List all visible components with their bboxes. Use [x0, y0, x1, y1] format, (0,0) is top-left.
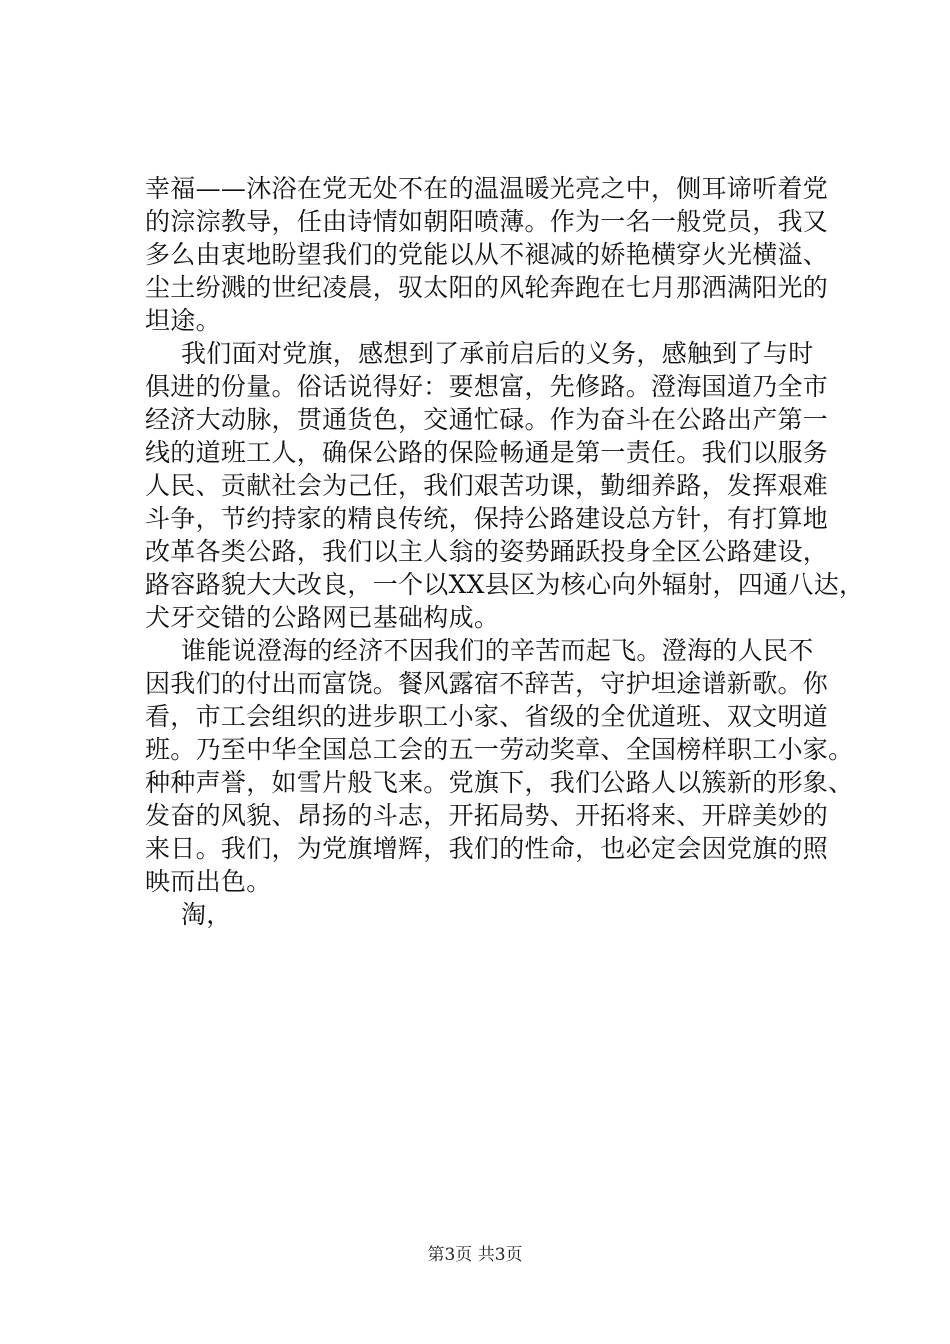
text-line: 尘土纷溅的世纪凌晨，驭太阳的风轮奔跑在七月那洒满阳光的: [145, 273, 829, 302]
text-line: 人民、贡献社会为己任，我们艰苦功课，勤细养路，发挥艰难: [145, 471, 829, 500]
text-line: 多么由衷地盼望我们的党能以从不褪减的娇艳横穿火光横溢、: [145, 240, 829, 269]
text-line: 的淙淙教导，任由诗情如朝阳喷薄。作为一名一般党员，我又: [145, 207, 829, 236]
page-number-footer: 第3页 共3页: [427, 1245, 523, 1265]
text-line: 经济大动脉，贯通货色，交通忙碌。作为奋斗在公路出产第一: [145, 405, 829, 434]
text-line: 坦途。: [145, 306, 221, 335]
paragraph-first-line: 谁能说澄海的经济不因我们的辛苦而起飞。澄海的人民不: [181, 636, 814, 665]
text-line: 看，市工会组织的进步职工小家、省级的全优道班、双文明道: [145, 702, 829, 731]
text-line: 映而出色。: [145, 867, 272, 896]
text-line: 线的道班工人，确保公路的保险畅通是第一责任。我们以服务: [145, 438, 829, 467]
text-line: 因我们的付出而富饶。餐风露宿不辞苦，守护坦途谱新歌。你: [145, 669, 829, 698]
text-line: 犬牙交错的公路网已基础构成。: [145, 603, 500, 632]
text-line: 种种声誉，如雪片般飞来。党旗下，我们公路人以簇新的形象、: [145, 768, 854, 797]
text-line: 路容路貌大大改良，一个以XX县区为核心向外辐射，四通八达，: [145, 570, 865, 599]
text-line: 幸福——沐浴在党无处不在的温温暖光亮之中，侧耳谛听着党: [145, 174, 829, 203]
text-line: 班。乃至中华全国总工会的五一劳动奖章、全国榜样职工小家。: [145, 735, 854, 764]
paragraph-first-line: 淘，: [181, 900, 232, 929]
text-line: 发奋的风貌、昂扬的斗志，开拓局势、开拓将来、开辟美妙的: [145, 801, 829, 830]
text-line: 来日。我们，为党旗增辉，我们的性命，也必定会因党旗的照: [145, 834, 829, 863]
paragraph-first-line: 我们面对党旗，感想到了承前启后的义务，感触到了与时: [181, 339, 814, 368]
text-line: 斗争，节约持家的精良传统，保持公路建设总方针，有打算地: [145, 504, 829, 533]
body-text: [145, 172, 865, 931]
text-line: 改革各类公路，我们以主人翁的姿势踊跃投身全区公路建设，: [145, 537, 829, 566]
text-line: 俱进的份量。俗话说得好：要想富，先修路。澄海国道乃全市: [145, 372, 829, 401]
